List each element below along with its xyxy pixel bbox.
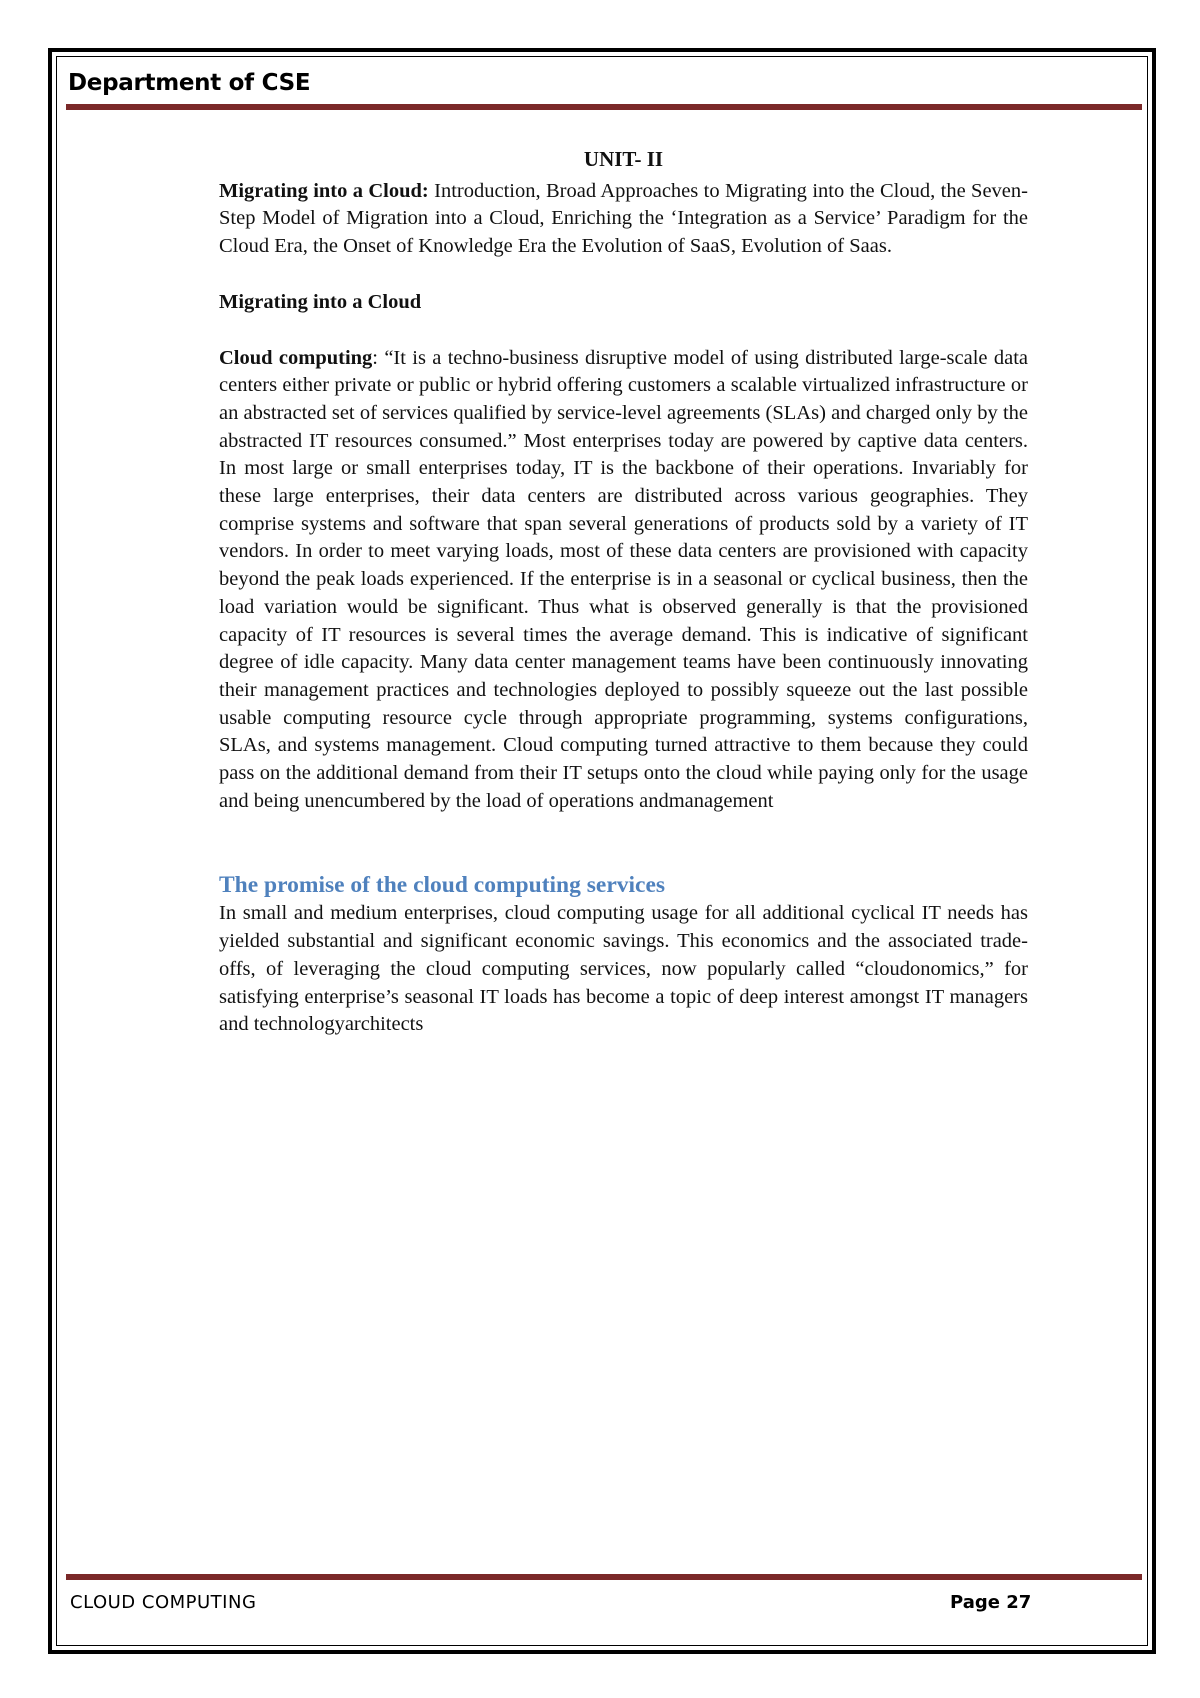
footer-rule (66, 1574, 1142, 1580)
section-heading-migrating: Migrating into a Cloud (219, 290, 422, 313)
department-header: Department of CSE (68, 70, 311, 96)
footer-page-number: Page 27 (950, 1592, 1032, 1613)
syllabus-text: Introduction, Broad Approaches to Migrating into the Cloud, the Seven-Step Model of Migration into a Cloud, Enriching the ‘Integration as a Service’ Paradigm for the Cloud Era, the Onset of Knowledge Era the Evolution of SaaS, Evolution of Saas. (219, 179, 1028, 258)
promise-paragraph: In small and medium enterprises, cloud computing usage for all additional cyclical IT needs has yielded substantial and significant economic savings. This economics and the associated trade- offs, of leveraging the cloud computing services, now popularly called “cloudonomics,” for satisfying enterprise’s seasonal IT loads has become a topic of deep interest amongst IT managers and technologyarchitects (219, 902, 1028, 1036)
footer-subject: CLOUD COMPUTING (70, 1592, 257, 1613)
cloud-computing-term: Cloud computing (219, 346, 373, 369)
header-rule (66, 104, 1142, 110)
cloud-computing-paragraph (219, 345, 1028, 816)
cloud-computing-body: : “It is a techno-business disruptive model of using distributed large-scale data centers either private or public or hybrid offering customers a scalable virtualized infrastructure or an abstracted set of services qualified by service-level agreements (SLAs) and charged only by the abstracted IT resources consumed.” Most enterprises today are powered by captive data centers. In most large or small enterprises today, IT is the backbone of their operations. Invariably for these large enterprises, their data centers are distributed across various geographies. They comprise systems and software that span several generations of products sold by a variety of IT vendors. In order to meet varying loads, most of these data centers are provisioned with capacity beyond the peak loads experienced. If the enterprise is in a seasonal or cyclical business, then the load variation would be significant. Thus what is observed generally is that the provisioned capacity of IT resources is several times the average demand. This is indicative of significant degree of idle capacity. Many data center management teams have been continuously innovating their management practices and technologies deployed to possibly squeeze out the last possible usable computing resource cycle through appropriate programming, systems configurations, SLAs, and systems management. Cloud computing turned attractive to them because they could pass on the additional demand from their IT setups onto the cloud while paying only for the usage and being unencumbered by the load of operations andmanagement (219, 346, 1028, 812)
unit-title: UNIT- II (583, 147, 664, 171)
syllabus-paragraph (219, 178, 1028, 261)
page-content (219, 146, 1028, 1039)
syllabus-lead: Migrating into a Cloud: (219, 179, 429, 202)
section-heading-promise: The promise of the cloud computing services (219, 872, 666, 899)
